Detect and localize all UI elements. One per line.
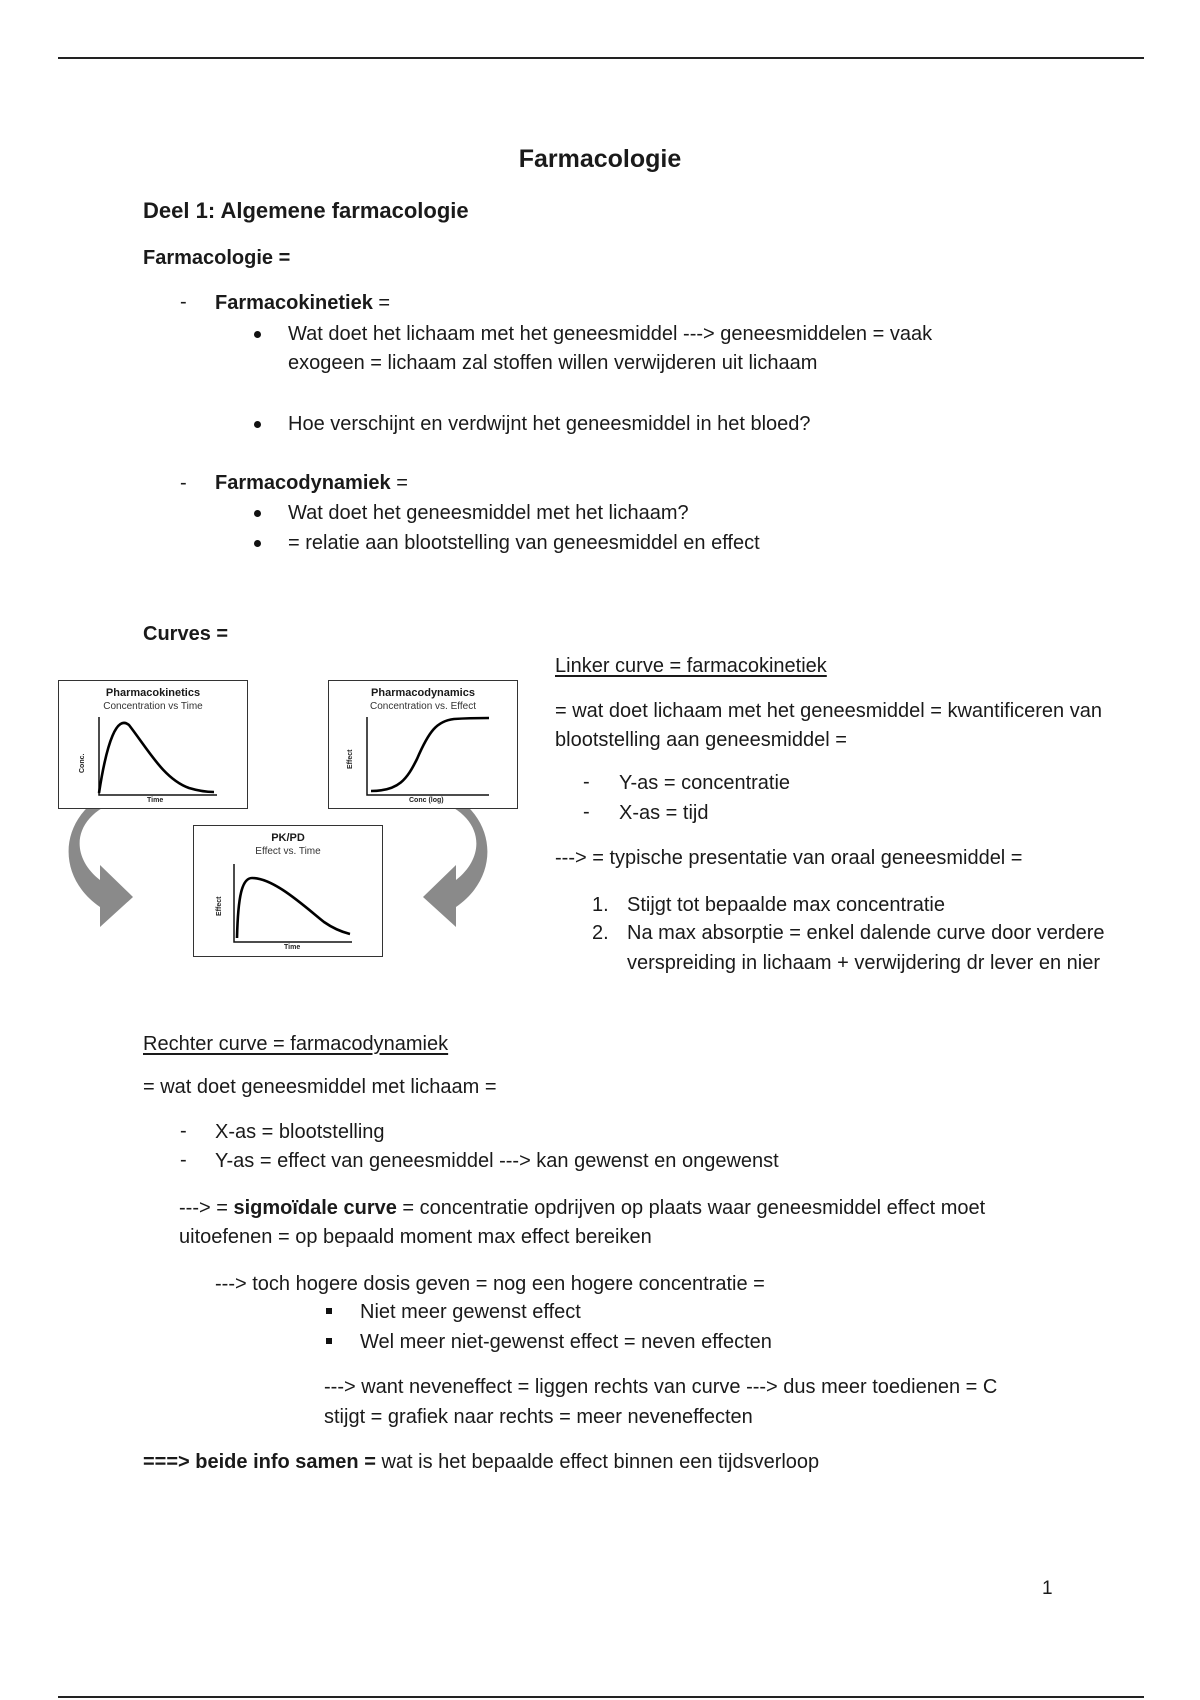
- definition-heading: Farmacologie =: [143, 247, 291, 269]
- pd-y-label: Effect: [347, 749, 354, 769]
- section-heading: Deel 1: Algemene farmacologie: [143, 198, 469, 223]
- sigmoid-line2: uitoefenen = op bepaald moment max effect bereiken: [179, 1226, 652, 1248]
- dash-marker: -: [180, 1149, 187, 1171]
- square-bullet: [326, 1338, 332, 1344]
- dash-marker: -: [180, 291, 187, 313]
- pk-panel: [58, 680, 248, 809]
- right-curve-heading: Rechter curve = farmacodynamiek: [143, 1033, 449, 1055]
- pkpd-panel-subtitle: Effect vs. Time: [255, 846, 321, 857]
- summary-line: [143, 1448, 819, 1476]
- right-curve-line1: = wat doet geneesmiddel met lichaam =: [143, 1076, 497, 1098]
- sigmoid-line1: [179, 1194, 985, 1222]
- sigmoid-prefix: ---> =: [179, 1197, 234, 1219]
- pd-panel-title: Pharmacodynamics: [371, 687, 475, 699]
- pk-suffix: =: [372, 292, 391, 314]
- left-typical: ---> = typische presentatie van oraal geneesmiddel =: [555, 847, 1023, 869]
- pk-bullet1-line1: Wat doet het lichaam met het geneesmiddel ---> geneesmiddelen = vaak: [288, 323, 933, 345]
- pkpd-y-label: Effect: [216, 896, 223, 916]
- pk-pd-diagram: [58, 675, 498, 960]
- num1-marker: 1.: [592, 894, 609, 916]
- right-x-axis: X-as = blootstelling: [215, 1121, 385, 1143]
- pd-term-line: [215, 469, 408, 497]
- bullet-dot: [254, 421, 261, 428]
- dash-marker: -: [180, 1120, 187, 1142]
- bullet-dot: [254, 540, 261, 547]
- left-num1: Stijgt tot bepaalde max concentratie: [627, 894, 945, 916]
- pk-y-label: Conc.: [79, 753, 86, 773]
- curves-heading: Curves =: [143, 623, 229, 645]
- pkpd-curve: [237, 878, 350, 938]
- bullet-dot: [254, 331, 261, 338]
- pd-x-label: Conc (log): [409, 797, 444, 804]
- sigmoid-term: sigmoïdale curve: [233, 1197, 397, 1219]
- pd-curve: [371, 718, 489, 791]
- pd-suffix: =: [390, 472, 408, 494]
- square-bullet: [326, 1308, 332, 1314]
- pkpd-axes: [234, 864, 352, 942]
- pk-bullet2: Hoe verschijnt en verdwijnt het geneesmiddel in het bloed?: [288, 413, 811, 435]
- pk-term: Farmacokinetiek: [215, 292, 373, 314]
- dash-marker: -: [583, 801, 590, 823]
- pk-x-label: Time: [147, 797, 164, 804]
- pk-curve-plot: [59, 681, 247, 808]
- right-y-axis: Y-as = effect van geneesmiddel ---> kan gewenst en ongewenst: [215, 1150, 779, 1172]
- bottom-rule: [58, 1696, 1144, 1698]
- pd-panel-subtitle: Concentration vs. Effect: [370, 701, 476, 712]
- left-curve-line1: = wat doet lichaam met het geneesmiddel = kwantificeren van: [555, 700, 1102, 722]
- side-line1: ---> want neveneffect = liggen rechts van curve ---> dus meer toedienen = C: [324, 1376, 998, 1398]
- left-y-axis: Y-as = concentratie: [619, 772, 791, 794]
- pk-term-line: [215, 289, 390, 317]
- left-num2-line1: Na max absorptie = enkel dalende curve door verdere: [627, 922, 1105, 944]
- dash-marker: -: [180, 472, 187, 494]
- side-line2: stijgt = grafiek naar rechts = meer neveneffecten: [324, 1406, 753, 1428]
- top-rule: [58, 57, 1144, 59]
- page-number: 1: [1042, 1578, 1053, 1599]
- dose-line: ---> toch hogere dosis geven = nog een hogere concentratie =: [215, 1273, 765, 1295]
- pk-curve: [99, 723, 214, 793]
- left-curve-line2: blootstelling aan geneesmiddel =: [555, 729, 847, 751]
- left-num2-line2: verspreiding in lichaam + verwijdering dr lever en nier: [627, 952, 1100, 974]
- pd-axes: [367, 717, 489, 795]
- summary-bold: ===> beide info samen =: [143, 1451, 376, 1473]
- pk-bullet1-line2: exogeen = lichaam zal stoffen willen verwijderen uit lichaam: [288, 352, 818, 374]
- pd-bullet1: Wat doet het geneesmiddel met het lichaam?: [288, 502, 689, 524]
- pd-term: Farmacodynamiek: [215, 472, 391, 494]
- num2-marker: 2.: [592, 922, 609, 944]
- pkpd-panel-title: PK/PD: [271, 832, 305, 844]
- pkpd-curve-plot: [194, 826, 382, 956]
- pd-bullet2: = relatie aan blootstelling van geneesmiddel en effect: [288, 532, 760, 554]
- pkpd-x-label: Time: [284, 944, 301, 951]
- side-effect-item1: Niet meer gewenst effect: [360, 1301, 581, 1323]
- side-effect-item2: Wel meer niet-gewenst effect = neven effecten: [360, 1331, 772, 1353]
- pk-panel-title: Pharmacokinetics: [105, 687, 201, 699]
- left-x-axis: X-as = tijd: [619, 802, 709, 824]
- pk-panel-subtitle: Concentration vs Time: [103, 701, 203, 712]
- pd-panel: [328, 680, 518, 809]
- sigmoid-rest: = concentratie opdrijven op plaats waar geneesmiddel effect moet: [396, 1197, 986, 1219]
- pd-curve-plot: [329, 681, 517, 808]
- bullet-dot: [254, 510, 261, 517]
- pkpd-panel: [193, 825, 383, 957]
- page-title: Farmacologie: [518, 145, 682, 173]
- summary-rest: wat is het bepaalde effect binnen een tijdsverloop: [375, 1451, 820, 1473]
- left-curve-heading: Linker curve = farmacokinetiek: [555, 655, 827, 677]
- dash-marker: -: [583, 771, 590, 793]
